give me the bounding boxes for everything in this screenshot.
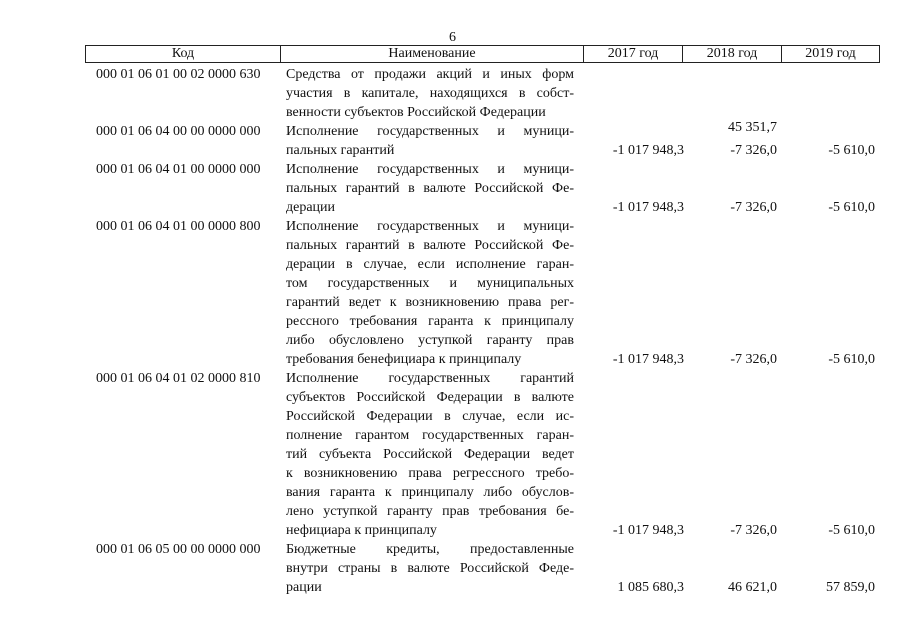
row-name-line: к возникновению права регрессного требо- (286, 466, 574, 481)
row-name (286, 122, 574, 160)
row-name-line: пальных гарантий в валюте Российской Фе- (286, 238, 574, 253)
header-2017: 2017 год (584, 46, 683, 62)
header-name: Наименование (281, 46, 584, 62)
header-2019: 2019 год (805, 46, 856, 61)
row-name-line: полнение гарантом государственных гаран- (286, 428, 574, 443)
value-2018: 45 351,7 (728, 120, 777, 135)
row-name-line: рессного требования гаранта к принципалу (286, 314, 574, 329)
row-name-line: требования бенефициара к принципалу (286, 352, 522, 367)
row-name-line: Российской Федерации в случае, если ис- (286, 409, 574, 424)
table-row (0, 217, 905, 369)
row-name-line: дерации (286, 200, 336, 215)
row-code: 000 01 06 01 00 02 0000 630 (96, 67, 261, 82)
row-code: 000 01 06 05 00 00 0000 000 (96, 542, 261, 557)
row-name (286, 217, 574, 369)
row-name-line: дерации в случае, если исполнение гаран- (286, 257, 574, 272)
row-name (286, 540, 574, 597)
header-2018: 2018 год (683, 46, 782, 62)
value-2018: -7 326,0 (730, 523, 777, 538)
value-2017: -1 017 948,3 (612, 200, 684, 215)
row-name-line: либо обусловлено уступкой гаранту прав (286, 333, 574, 348)
value-2018: -7 326,0 (730, 352, 777, 367)
value-2017: 1 085 680,3 (617, 580, 684, 595)
table-row (0, 369, 905, 540)
row-name-line: Бюджетные кредиты, предоставленные (286, 542, 574, 557)
row-name (286, 65, 574, 122)
row-name-line: том государственных и муниципальных (286, 276, 574, 291)
row-name-line: венности субъектов Российской Федерации (286, 105, 546, 120)
row-name-line: тий субъекта Российской Федерации ведет (286, 447, 574, 462)
row-code: 000 01 06 04 01 00 0000 000 (96, 162, 261, 177)
value-2017: -1 017 948,3 (612, 523, 684, 538)
row-name-line: Исполнение государственных и муници- (286, 124, 574, 139)
value-2019: -5 610,0 (828, 352, 875, 367)
row-name (286, 160, 574, 217)
value-2018: 46 621,0 (728, 580, 777, 595)
row-name-line: Средства от продажи акций и иных форм (286, 67, 574, 82)
row-code: 000 01 06 04 01 00 0000 800 (96, 219, 261, 234)
value-2017: -1 017 948,3 (612, 352, 684, 367)
row-name-line: рации (286, 580, 322, 595)
value-2019: -5 610,0 (828, 200, 875, 215)
row-name-line: гарантий ведет к возникновению права рег- (286, 295, 574, 310)
row-code: 000 01 06 04 00 00 0000 000 (96, 124, 261, 139)
value-2018: -7 326,0 (730, 200, 777, 215)
table-header (85, 45, 880, 63)
row-name-line: субъектов Российской Федерации в валюте (286, 390, 574, 405)
page-number: 6 (449, 30, 456, 45)
row-name-line: Исполнение государственных и муници- (286, 162, 574, 177)
row-name-line: Исполнение государственных и муници- (286, 219, 574, 234)
value-2019: -5 610,0 (828, 523, 875, 538)
row-name (286, 369, 574, 540)
row-name-line: вания гаранта к принципалу либо обуслов- (286, 485, 574, 500)
value-2019: -5 610,0 (828, 143, 875, 158)
row-code: 000 01 06 04 01 02 0000 810 (96, 371, 261, 386)
row-name-line: участия в капитале, находящихся в собст- (286, 86, 574, 101)
row-name-line: пальных гарантий (286, 143, 395, 158)
row-name-line: лено уступкой гаранту прав требования бе- (286, 504, 574, 519)
value-2017: -1 017 948,3 (612, 143, 684, 158)
row-name-line: пальных гарантий в валюте Российской Фе- (286, 181, 574, 196)
row-name-line: Исполнение государственных гарантий (286, 371, 574, 386)
row-name-line: нефициара к принципалу (286, 523, 437, 538)
table-row (0, 122, 905, 160)
value-2019: 57 859,0 (826, 580, 875, 595)
row-name-line: внутри страны в валюте Российской Феде- (286, 561, 574, 576)
table-row (0, 160, 905, 217)
header-code: Код (86, 46, 281, 62)
value-2018: -7 326,0 (730, 143, 777, 158)
table-row (0, 540, 905, 597)
